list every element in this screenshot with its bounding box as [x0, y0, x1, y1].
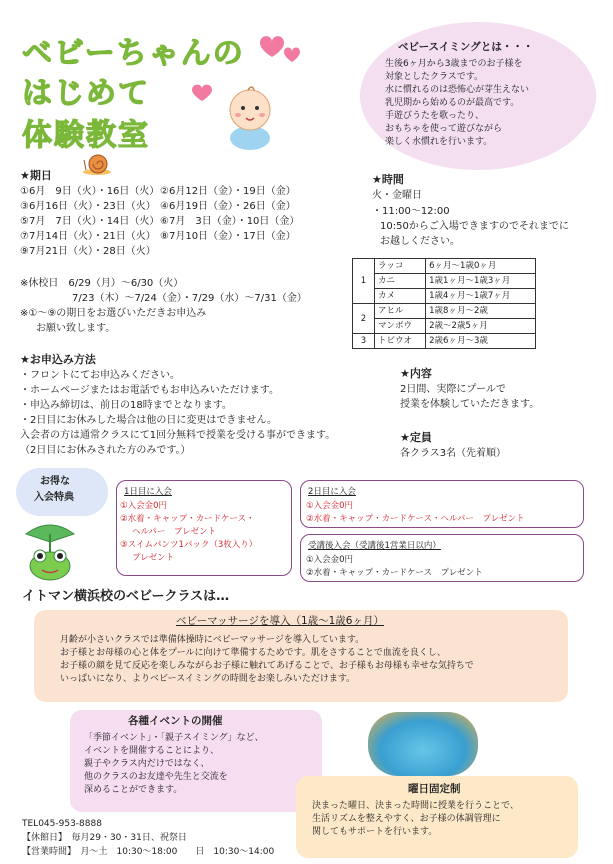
period-note-2: お願い致します。	[36, 323, 116, 334]
heart-icon	[258, 30, 306, 70]
period-note-1: ※①〜⑨の期日をお選びいただきお申込み	[20, 308, 207, 319]
apply-line: ・フロントにてお申込みください。	[20, 370, 180, 381]
apply-list	[20, 368, 335, 458]
period-item: ⑨7月21日（火）・28日（火）	[20, 246, 156, 257]
events-title: 各種イベントの開催	[128, 715, 223, 727]
period-right-list	[160, 184, 299, 244]
table-row	[353, 259, 536, 274]
capacity-heading: ★定員	[400, 431, 432, 444]
events-line: イベントを開催することにより、	[84, 746, 220, 756]
intro-line: 乳児期から始めるのが最高です。	[385, 98, 520, 108]
group-cell: 3	[353, 334, 375, 349]
period-left-list	[20, 184, 159, 259]
intro-line: 楽しく水慣れを行います。	[385, 137, 493, 147]
snail-icon	[80, 152, 114, 176]
footer-hours: 【営業時間】 月〜土 10:30〜18:00 日 10:30〜14:00	[22, 847, 275, 857]
massage-line: お子様の顔を見て反応を楽しみながらお子様に触れてあげることで、お子様もお母様も幸せな気持ちで	[60, 661, 474, 671]
group-cell: 2	[353, 304, 375, 334]
period-item: ④6月19日（金）・26日（金）	[160, 201, 296, 212]
benefit2-title: 2日目に入会	[308, 487, 356, 497]
title-line-2: はじめて	[22, 76, 150, 111]
class-table	[352, 258, 536, 349]
time-note-2: お越しください。	[380, 236, 460, 247]
class-name-cell: カニ	[375, 274, 426, 289]
fixed-day-text	[312, 800, 519, 839]
closed-days-2: 7/23（木）〜7/24（金）・7/29（水）〜7/31（金）	[72, 293, 307, 304]
period-item: ①6月 9日（火）・16日（火）	[20, 186, 160, 197]
apply-heading: ★お申込み方法	[20, 353, 96, 366]
baby-illustration	[218, 80, 282, 152]
time-hours: ・11:00〜12:00	[372, 206, 450, 217]
period-heading: ★期日	[20, 169, 52, 182]
time-days: 火・金曜日	[372, 190, 422, 201]
benefit1-line: ③スイムパンツ1パック（3枚入り）	[120, 540, 258, 550]
massage-text	[60, 634, 474, 686]
benefit1-line: ①入会金0円	[120, 501, 168, 511]
frog-illustration	[20, 520, 80, 582]
class-age-cell: 2歳6ヶ月〜3歳	[426, 334, 536, 349]
intro-line: 生後6ヶ月から3歳までのお子様を	[385, 59, 523, 69]
class-age-cell: 6ヶ月〜1歳0ヶ月	[426, 259, 536, 274]
baby-class-heading: イトマン横浜校のベビークラスは…	[22, 589, 230, 604]
events-line: 親子やクラス内だけではなく、	[84, 759, 210, 769]
benefit1-line: ②水着・キャップ・カードケース・	[120, 514, 255, 524]
content-line-2: 授業を体験していただきます。	[400, 399, 540, 410]
period-item: ⑦7月14日（火）・21日（火）	[20, 231, 156, 242]
footer-tel: TEL045-953-8888	[22, 819, 102, 829]
benefit-cloud-line-1: お得な	[40, 476, 70, 487]
period-item: ③6月16日（火）・23日（火）	[20, 201, 156, 212]
apply-line: 入会者の方は通常クラスにて1回分無料で授業を受ける事ができます。	[20, 430, 336, 441]
fixed-day-line: 生活リズムを整えやすく、お子様の体調管理に	[312, 814, 501, 824]
massage-title: ベビーマッサージを導入（1歳〜1歳6ヶ月）	[176, 615, 384, 627]
class-name-cell: アヒル	[375, 304, 426, 319]
benefit3-list	[306, 554, 483, 580]
fixed-day-title: 曜日固定制	[408, 783, 461, 795]
table-row	[353, 289, 536, 304]
benefit2-line: ②水着・キャップ・カードケース・ヘルパー プレゼント	[306, 514, 525, 524]
small-heart-icon	[190, 82, 214, 104]
events-line: 「季節イベント」・「親子スイミング」など、	[84, 733, 264, 743]
apply-line: ・ホームページまたはお電話でもお申込みいただけます。	[20, 385, 279, 396]
intro-line: 手遊びうたを歌ったり、	[385, 111, 485, 121]
time-heading: ★時間	[372, 173, 404, 186]
benefit2-line: ①入会金0円	[306, 501, 354, 511]
benefit1-title: 1日目に入会	[124, 487, 172, 497]
class-name-cell: トビウオ	[375, 334, 426, 349]
apply-line: （2日目にお休みされた方のみです。）	[20, 445, 191, 456]
benefit3-title: 受講後入会（受講後1営業日以内）	[308, 541, 441, 551]
period-item: ⑧7月10日（金）・17日（金）	[160, 231, 296, 242]
benefit1-list	[120, 500, 257, 565]
class-age-cell: 1歳4ヶ月〜1歳7ヶ月	[426, 289, 536, 304]
table-row	[353, 304, 536, 319]
events-line: 他のクラスのお友達や先生と交流を	[84, 772, 228, 782]
class-age-cell: 1歳1ヶ月〜1歳3ヶ月	[426, 274, 536, 289]
footer-holiday: 【休館日】 毎月29・30・31日、祝祭日	[22, 833, 187, 843]
intro-line: 対象としたクラスです。	[385, 72, 484, 82]
content-heading: ★内容	[400, 367, 432, 380]
content-line-1: 2日間、実際にプールで	[400, 384, 506, 395]
period-item: ⑤7月 7日（火）・14日（火）	[20, 216, 160, 227]
apply-line: ・2日目にお休みした場合は他の日に変更はできません。	[20, 415, 277, 426]
fixed-day-line: 関してもサポートを行います。	[312, 827, 438, 837]
apply-line: ・申込み締切は、前日の18時までとなります。	[20, 400, 232, 411]
events-text	[84, 732, 264, 797]
table-row	[353, 274, 536, 289]
class-name-cell: マンボウ	[375, 319, 426, 334]
massage-line: 月齢が小さいクラスでは準備体操時にベビーマッサージを導入しています。	[60, 635, 365, 645]
pool-photo	[368, 712, 478, 776]
benefit1-line: プレゼント	[132, 553, 175, 563]
title-line-3: 体験教室	[22, 118, 150, 153]
capacity-value: 各クラス3名（先着順）	[400, 448, 507, 459]
benefit-cloud-line-2: 入会特典	[34, 492, 74, 503]
massage-line: お子様とお母様の心と体をプールに向けて準備するためです。肌をさすることで血流を良くし、	[60, 648, 446, 658]
class-name-cell: カメ	[375, 289, 426, 304]
title-line-1: ベビーちゃんの	[22, 36, 245, 71]
time-note-1: 10:50からご入場できますのでそれまでに	[380, 221, 569, 232]
benefit1-line: ヘルパー プレゼント	[132, 527, 217, 537]
class-age-cell: 2歳〜2歳5ヶ月	[426, 319, 536, 334]
intro-line: おもちゃを使って遊びながら	[385, 124, 503, 134]
massage-line: いっぱいになり、よりベビースイミングの時間をお楽しみいただけます。	[60, 674, 356, 684]
intro-heading: ベビースイミングとは・・・	[398, 41, 534, 53]
benefit3-line: ②水着・キャップ・カードケース プレゼント	[306, 568, 483, 578]
fixed-day-line: 決まった曜日、決まった時間に授業を行うことで、	[312, 801, 519, 811]
table-row	[353, 319, 536, 334]
benefit2-list	[306, 500, 525, 526]
benefit3-line: ①入会金0円	[306, 555, 354, 565]
group-cell: 1	[353, 259, 375, 304]
table-row	[353, 334, 536, 349]
intro-text	[385, 58, 529, 149]
period-item: ②6月12日（金）・19日（金）	[160, 186, 296, 197]
class-name-cell: ラッコ	[375, 259, 426, 274]
period-item: ⑥7月 3日（金）・10日（金）	[160, 216, 300, 227]
closed-days-1: ※休校日 6/29（月）〜6/30（火）	[20, 278, 184, 289]
intro-line: 水に慣れるのは恐怖心が芽生えない	[385, 85, 530, 95]
events-line: 深めることができます。	[84, 785, 183, 795]
class-age-cell: 1歳8ヶ月〜2歳	[426, 304, 536, 319]
